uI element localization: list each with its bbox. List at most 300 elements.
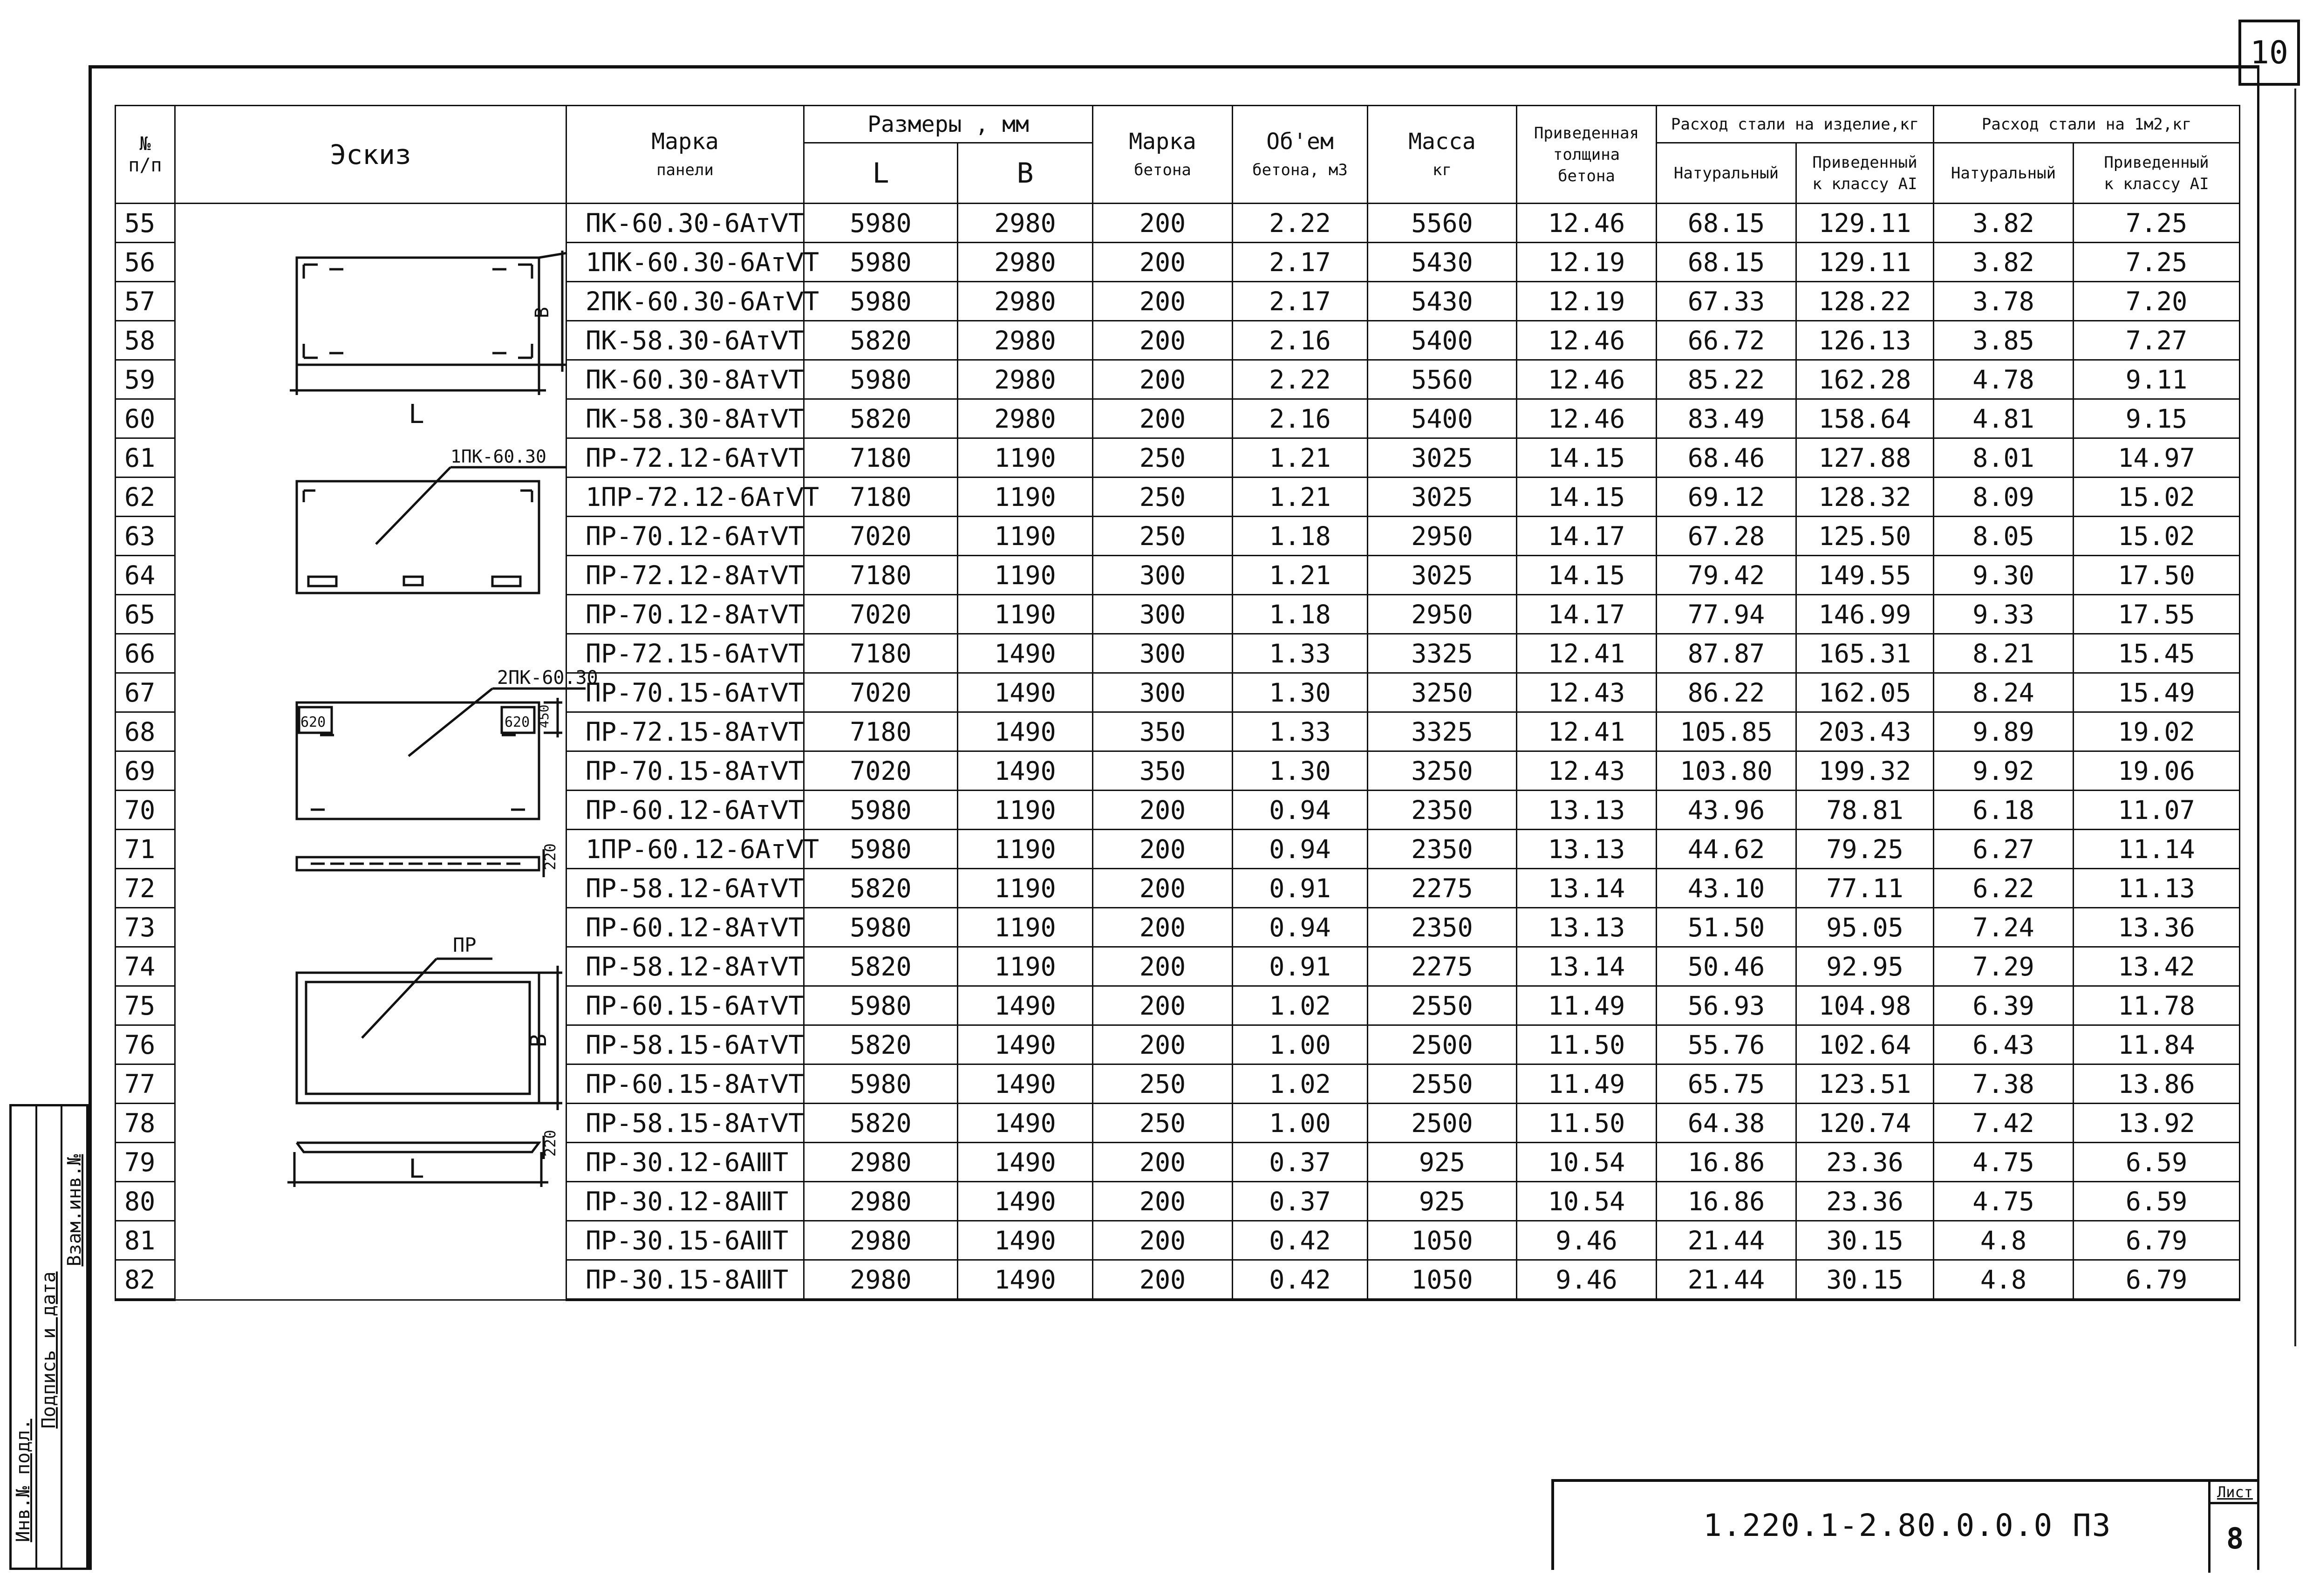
steel-reduced: 126.13 bbox=[1796, 321, 1934, 360]
sketch-dim-620a: 620 bbox=[300, 714, 326, 730]
row-number: 79 bbox=[116, 1143, 175, 1182]
reduced-thickness: 12.46 bbox=[1517, 360, 1657, 399]
width-B: 2980 bbox=[958, 321, 1093, 360]
sketch-label-b-top-right: B bbox=[532, 307, 553, 318]
width-B: 1190 bbox=[958, 791, 1093, 830]
concrete-volume: 1.33 bbox=[1233, 634, 1368, 673]
width-B: 1490 bbox=[958, 1260, 1093, 1300]
row-number: 58 bbox=[116, 321, 175, 360]
row-number: 66 bbox=[116, 634, 175, 673]
reduced-thickness: 12.41 bbox=[1517, 712, 1657, 751]
concrete-grade: 200 bbox=[1093, 791, 1233, 830]
mass: 925 bbox=[1368, 1143, 1517, 1182]
row-number: 82 bbox=[116, 1260, 175, 1300]
steel-natural-m2: 6.27 bbox=[1934, 830, 2074, 869]
length-L: 5820 bbox=[804, 1104, 958, 1143]
steel-reduced: 30.15 bbox=[1796, 1260, 1934, 1300]
steel-natural-m2: 3.82 bbox=[1934, 204, 2074, 243]
concrete-grade: 250 bbox=[1093, 1064, 1233, 1104]
steel-reduced-m2: 6.79 bbox=[2074, 1221, 2240, 1260]
mass: 5430 bbox=[1368, 243, 1517, 282]
concrete-volume: 1.30 bbox=[1233, 751, 1368, 791]
row-number: 65 bbox=[116, 595, 175, 634]
steel-natural: 86.22 bbox=[1657, 673, 1796, 712]
panel-mark: 2ПК-60.30-6АтⅤТ bbox=[566, 282, 804, 321]
width-B: 1490 bbox=[958, 634, 1093, 673]
width-B: 1190 bbox=[958, 517, 1093, 556]
steel-reduced: 30.15 bbox=[1796, 1221, 1934, 1260]
row-number: 81 bbox=[116, 1221, 175, 1260]
steel-reduced: 158.64 bbox=[1796, 399, 1934, 438]
steel-reduced: 79.25 bbox=[1796, 830, 1934, 869]
steel-natural: 68.15 bbox=[1657, 243, 1796, 282]
table-body bbox=[116, 204, 2240, 1300]
steel-natural: 65.75 bbox=[1657, 1064, 1796, 1104]
steel-reduced-m2: 11.78 bbox=[2074, 986, 2240, 1025]
steel-reduced: 92.95 bbox=[1796, 947, 1934, 986]
width-B: 1490 bbox=[958, 1025, 1093, 1064]
row-number: 77 bbox=[116, 1064, 175, 1104]
mass: 2500 bbox=[1368, 1025, 1517, 1064]
mass: 3025 bbox=[1368, 438, 1517, 477]
length-L: 7020 bbox=[804, 517, 958, 556]
title-block bbox=[1551, 1479, 2259, 1570]
steel-reduced: 23.36 bbox=[1796, 1182, 1934, 1221]
mass: 1050 bbox=[1368, 1260, 1517, 1300]
concrete-grade: 200 bbox=[1093, 204, 1233, 243]
row-number: 59 bbox=[116, 360, 175, 399]
reduced-thickness: 12.41 bbox=[1517, 634, 1657, 673]
width-B: 1190 bbox=[958, 438, 1093, 477]
reduced-thickness: 12.19 bbox=[1517, 243, 1657, 282]
concrete-volume: 0.42 bbox=[1233, 1221, 1368, 1260]
steel-natural-m2: 3.85 bbox=[1934, 321, 2074, 360]
concrete-volume: 1.30 bbox=[1233, 673, 1368, 712]
concrete-grade: 200 bbox=[1093, 321, 1233, 360]
concrete-grade: 250 bbox=[1093, 517, 1233, 556]
width-B: 2980 bbox=[958, 243, 1093, 282]
width-B: 1190 bbox=[958, 947, 1093, 986]
reduced-thickness: 9.46 bbox=[1517, 1221, 1657, 1260]
sketch-label-2pk: 2ПК-60.30 bbox=[497, 667, 598, 689]
row-number: 73 bbox=[116, 908, 175, 947]
concrete-grade: 250 bbox=[1093, 477, 1233, 517]
steel-reduced: 129.11 bbox=[1796, 204, 1934, 243]
row-number: 80 bbox=[116, 1182, 175, 1221]
length-L: 5820 bbox=[804, 321, 958, 360]
concrete-volume: 2.16 bbox=[1233, 321, 1368, 360]
steel-reduced: 128.32 bbox=[1796, 477, 1934, 517]
steel-reduced-m2: 9.11 bbox=[2074, 360, 2240, 399]
width-B: 2980 bbox=[958, 282, 1093, 321]
length-L: 7180 bbox=[804, 712, 958, 751]
concrete-volume: 0.37 bbox=[1233, 1143, 1368, 1182]
steel-reduced: 203.43 bbox=[1796, 712, 1934, 751]
steel-natural-m2: 6.22 bbox=[1934, 869, 2074, 908]
row-number: 60 bbox=[116, 399, 175, 438]
steel-reduced: 78.81 bbox=[1796, 791, 1934, 830]
row-number: 75 bbox=[116, 986, 175, 1025]
steel-reduced-m2: 11.84 bbox=[2074, 1025, 2240, 1064]
panel-mark: ПК-60.30-8АтⅤТ bbox=[566, 360, 804, 399]
header-mass: Масса кг bbox=[1368, 106, 1517, 204]
steel-reduced-m2: 6.79 bbox=[2074, 1260, 2240, 1300]
steel-reduced: 77.11 bbox=[1796, 869, 1934, 908]
panel-mark: ПР-70.12-8АтⅤТ bbox=[566, 595, 804, 634]
side-stamp-inventory: Инв.№ подл. bbox=[13, 1419, 34, 1542]
length-L: 5820 bbox=[804, 869, 958, 908]
concrete-volume: 1.21 bbox=[1233, 556, 1368, 595]
sketch-section-1 bbox=[297, 849, 544, 877]
width-B: 1190 bbox=[958, 595, 1093, 634]
row-number: 69 bbox=[116, 751, 175, 791]
length-L: 2980 bbox=[804, 1221, 958, 1260]
steel-natural-m2: 4.78 bbox=[1934, 360, 2074, 399]
width-B: 1490 bbox=[958, 751, 1093, 791]
steel-natural: 50.46 bbox=[1657, 947, 1796, 986]
panel-mark: ПР-72.12-6АтⅤТ bbox=[566, 438, 804, 477]
steel-reduced: 120.74 bbox=[1796, 1104, 1934, 1143]
row-number: 78 bbox=[116, 1104, 175, 1143]
steel-natural: 16.86 bbox=[1657, 1143, 1796, 1182]
panel-mark: ПР-60.15-8АтⅤТ bbox=[566, 1064, 804, 1104]
sketch-label-l-top: L bbox=[409, 399, 424, 430]
concrete-volume: 2.22 bbox=[1233, 204, 1368, 243]
length-L: 7020 bbox=[804, 673, 958, 712]
steel-natural: 21.44 bbox=[1657, 1221, 1796, 1260]
row-number: 61 bbox=[116, 438, 175, 477]
steel-reduced-m2: 19.02 bbox=[2074, 712, 2240, 751]
steel-reduced: 127.88 bbox=[1796, 438, 1934, 477]
row-number: 76 bbox=[116, 1025, 175, 1064]
sketch-dim-620b: 620 bbox=[505, 714, 530, 730]
length-L: 7180 bbox=[804, 438, 958, 477]
length-L: 7020 bbox=[804, 751, 958, 791]
sketch-label-l-bottom: L bbox=[409, 1154, 424, 1184]
sheet-number: 8 bbox=[2208, 1504, 2259, 1573]
steel-reduced-m2: 15.02 bbox=[2074, 477, 2240, 517]
steel-reduced: 146.99 bbox=[1796, 595, 1934, 634]
panel-mark: 1ПР-72.12-6АтⅤТ bbox=[566, 477, 804, 517]
reduced-thickness: 10.54 bbox=[1517, 1182, 1657, 1221]
steel-reduced-m2: 7.20 bbox=[2074, 282, 2240, 321]
panel-mark: ПР-70.15-6АтⅤТ bbox=[566, 673, 804, 712]
concrete-volume: 1.00 bbox=[1233, 1025, 1368, 1064]
width-B: 1490 bbox=[958, 673, 1093, 712]
panel-mark: ПР-30.15-6АⅢТ bbox=[566, 1221, 804, 1260]
length-L: 5980 bbox=[804, 282, 958, 321]
row-number: 63 bbox=[116, 517, 175, 556]
reduced-thickness: 11.50 bbox=[1517, 1025, 1657, 1064]
sketch-pk-plan bbox=[290, 251, 567, 395]
steel-natural: 77.94 bbox=[1657, 595, 1796, 634]
steel-reduced: 128.22 bbox=[1796, 282, 1934, 321]
steel-natural: 105.85 bbox=[1657, 712, 1796, 751]
concrete-volume: 2.17 bbox=[1233, 243, 1368, 282]
concrete-grade: 200 bbox=[1093, 869, 1233, 908]
steel-natural-m2: 7.38 bbox=[1934, 1064, 2074, 1104]
panel-mark: ПР-58.15-8АтⅤТ bbox=[566, 1104, 804, 1143]
reduced-thickness: 11.49 bbox=[1517, 986, 1657, 1025]
reduced-thickness: 13.14 bbox=[1517, 947, 1657, 986]
steel-reduced: 125.50 bbox=[1796, 517, 1934, 556]
width-B: 1490 bbox=[958, 1143, 1093, 1182]
steel-natural: 43.96 bbox=[1657, 791, 1796, 830]
mass: 5560 bbox=[1368, 360, 1517, 399]
steel-reduced: 102.64 bbox=[1796, 1025, 1934, 1064]
reduced-thickness: 12.46 bbox=[1517, 321, 1657, 360]
panel-mark: ПК-58.30-6АтⅤТ bbox=[566, 321, 804, 360]
sketch-dim-220a: 220 bbox=[541, 843, 559, 870]
steel-reduced-m2: 7.27 bbox=[2074, 321, 2240, 360]
steel-reduced-m2: 11.14 bbox=[2074, 830, 2240, 869]
header-sketch: Эскиз bbox=[175, 106, 566, 204]
steel-reduced-m2: 15.02 bbox=[2074, 517, 2240, 556]
reduced-thickness: 13.13 bbox=[1517, 830, 1657, 869]
concrete-grade: 200 bbox=[1093, 282, 1233, 321]
mass: 5560 bbox=[1368, 204, 1517, 243]
header-steel-m2: Расход стали на 1м2,кг bbox=[1934, 106, 2240, 143]
steel-reduced-m2: 9.15 bbox=[2074, 399, 2240, 438]
steel-natural: 69.12 bbox=[1657, 477, 1796, 517]
concrete-grade: 250 bbox=[1093, 438, 1233, 477]
length-L: 5820 bbox=[804, 1025, 958, 1064]
width-B: 1490 bbox=[958, 1182, 1093, 1221]
mass: 5400 bbox=[1368, 399, 1517, 438]
mass: 1050 bbox=[1368, 1221, 1517, 1260]
panel-mark: ПР-30.12-6АⅢТ bbox=[566, 1143, 804, 1182]
side-stamp-signature: Подпись и дата bbox=[38, 1271, 60, 1429]
side-stamp bbox=[9, 1104, 89, 1570]
steel-natural-m2: 6.18 bbox=[1934, 791, 2074, 830]
page-number: 10 bbox=[2250, 34, 2288, 71]
width-B: 1490 bbox=[958, 1221, 1093, 1260]
header-steel-item: Расход стали на изделие,кг bbox=[1657, 106, 1934, 143]
panel-mark: ПР-72.15-8АтⅤТ bbox=[566, 712, 804, 751]
header-num: № п/п bbox=[116, 106, 175, 204]
steel-natural: 56.93 bbox=[1657, 986, 1796, 1025]
sketch-label-1pk: 1ПК-60.30 bbox=[450, 446, 546, 467]
steel-reduced-m2: 11.07 bbox=[2074, 791, 2240, 830]
panel-mark: ПР-70.12-6АтⅤТ bbox=[566, 517, 804, 556]
steel-natural-m2: 4.8 bbox=[1934, 1221, 2074, 1260]
side-stamp-col-inventory bbox=[12, 1106, 37, 1568]
mass: 3250 bbox=[1368, 751, 1517, 791]
steel-reduced-m2: 13.92 bbox=[2074, 1104, 2240, 1143]
reduced-thickness: 13.13 bbox=[1517, 908, 1657, 947]
steel-natural-m2: 8.24 bbox=[1934, 673, 2074, 712]
row-number: 57 bbox=[116, 282, 175, 321]
header-reduced-item: Приведенный к классу AI bbox=[1796, 143, 1934, 204]
panel-mark: ПК-58.30-8АтⅤТ bbox=[566, 399, 804, 438]
sketch-dim-450: 450 bbox=[536, 704, 552, 728]
concrete-volume: 0.94 bbox=[1233, 908, 1368, 947]
header-natural-item: Натуральный bbox=[1657, 143, 1796, 204]
concrete-grade: 200 bbox=[1093, 1025, 1233, 1064]
steel-natural-m2: 4.75 bbox=[1934, 1182, 2074, 1221]
concrete-grade: 200 bbox=[1093, 399, 1233, 438]
steel-natural-m2: 4.8 bbox=[1934, 1260, 2074, 1300]
header-L: L bbox=[804, 143, 958, 204]
header-dims: Размеры , мм bbox=[804, 106, 1093, 143]
side-stamp-replacement: Взам.инв.№ bbox=[63, 1154, 85, 1267]
concrete-grade: 350 bbox=[1093, 751, 1233, 791]
concrete-volume: 2.16 bbox=[1233, 399, 1368, 438]
reduced-thickness: 14.17 bbox=[1517, 595, 1657, 634]
steel-natural: 66.72 bbox=[1657, 321, 1796, 360]
width-B: 1190 bbox=[958, 869, 1093, 908]
steel-natural: 43.10 bbox=[1657, 869, 1796, 908]
panel-mark: ПР-72.15-6АтⅤТ bbox=[566, 634, 804, 673]
steel-natural-m2: 3.78 bbox=[1934, 282, 2074, 321]
steel-natural-m2: 7.24 bbox=[1934, 908, 2074, 947]
concrete-grade: 300 bbox=[1093, 556, 1233, 595]
width-B: 1490 bbox=[958, 1104, 1093, 1143]
width-B: 1190 bbox=[958, 908, 1093, 947]
reduced-thickness: 13.13 bbox=[1517, 791, 1657, 830]
panel-mark: ПР-70.15-8АтⅤТ bbox=[566, 751, 804, 791]
width-B: 1490 bbox=[958, 1064, 1093, 1104]
concrete-volume: 1.21 bbox=[1233, 438, 1368, 477]
mass: 2350 bbox=[1368, 908, 1517, 947]
steel-reduced-m2: 19.06 bbox=[2074, 751, 2240, 791]
sheet-label: Лист bbox=[2208, 1482, 2259, 1504]
reduced-thickness: 12.19 bbox=[1517, 282, 1657, 321]
length-L: 5980 bbox=[804, 830, 958, 869]
steel-reduced: 199.32 bbox=[1796, 751, 1934, 791]
panel-mark: ПК-60.30-6АтⅤТ bbox=[566, 204, 804, 243]
sketch-pr-plan bbox=[297, 959, 562, 1110]
reduced-thickness: 11.50 bbox=[1517, 1104, 1657, 1143]
mass: 2350 bbox=[1368, 791, 1517, 830]
steel-natural-m2: 8.21 bbox=[1934, 634, 2074, 673]
mass: 925 bbox=[1368, 1182, 1517, 1221]
document-code: 1.220.1-2.80.0.0.0 ПЗ bbox=[1703, 1507, 2112, 1543]
steel-natural-m2: 6.39 bbox=[1934, 986, 2074, 1025]
length-L: 2980 bbox=[804, 1260, 958, 1300]
concrete-volume: 1.02 bbox=[1233, 1064, 1368, 1104]
reduced-thickness: 12.46 bbox=[1517, 204, 1657, 243]
steel-natural-m2: 8.09 bbox=[1934, 477, 2074, 517]
steel-natural-m2: 6.43 bbox=[1934, 1025, 2074, 1064]
steel-natural: 87.87 bbox=[1657, 634, 1796, 673]
steel-reduced-m2: 15.49 bbox=[2074, 673, 2240, 712]
header-volume: Об'ем бетона, м3 bbox=[1233, 106, 1368, 204]
mass: 2950 bbox=[1368, 595, 1517, 634]
steel-reduced-m2: 6.59 bbox=[2074, 1143, 2240, 1182]
length-L: 5980 bbox=[804, 204, 958, 243]
steel-natural-m2: 9.33 bbox=[1934, 595, 2074, 634]
concrete-grade: 200 bbox=[1093, 360, 1233, 399]
steel-natural-m2: 8.01 bbox=[1934, 438, 2074, 477]
sketch-dim-220b: 220 bbox=[541, 1130, 559, 1157]
steel-reduced-m2: 13.42 bbox=[2074, 947, 2240, 986]
panel-mark: ПР-58.12-8АтⅤТ bbox=[566, 947, 804, 986]
steel-reduced-m2: 6.59 bbox=[2074, 1182, 2240, 1221]
steel-natural: 44.62 bbox=[1657, 830, 1796, 869]
steel-reduced: 162.05 bbox=[1796, 673, 1934, 712]
reduced-thickness: 13.14 bbox=[1517, 869, 1657, 908]
panel-mark: ПР-58.12-6АтⅤТ bbox=[566, 869, 804, 908]
length-L: 7180 bbox=[804, 556, 958, 595]
concrete-volume: 0.94 bbox=[1233, 830, 1368, 869]
length-L: 7180 bbox=[804, 634, 958, 673]
concrete-volume: 1.33 bbox=[1233, 712, 1368, 751]
reduced-thickness: 12.43 bbox=[1517, 751, 1657, 791]
mass: 2550 bbox=[1368, 986, 1517, 1025]
mass: 3325 bbox=[1368, 712, 1517, 751]
row-number: 71 bbox=[116, 830, 175, 869]
steel-natural: 85.22 bbox=[1657, 360, 1796, 399]
steel-reduced-m2: 13.36 bbox=[2074, 908, 2240, 947]
reduced-thickness: 11.49 bbox=[1517, 1064, 1657, 1104]
steel-natural: 68.46 bbox=[1657, 438, 1796, 477]
steel-reduced-m2: 11.13 bbox=[2074, 869, 2240, 908]
row-number: 72 bbox=[116, 869, 175, 908]
row-number: 62 bbox=[116, 477, 175, 517]
concrete-grade: 200 bbox=[1093, 1182, 1233, 1221]
mass: 2500 bbox=[1368, 1104, 1517, 1143]
sketch-cell bbox=[175, 204, 598, 1300]
side-stamp-col-signature bbox=[37, 1106, 63, 1568]
concrete-volume: 1.00 bbox=[1233, 1104, 1368, 1143]
row-number: 68 bbox=[116, 712, 175, 751]
steel-natural: 64.38 bbox=[1657, 1104, 1796, 1143]
steel-natural: 103.80 bbox=[1657, 751, 1796, 791]
steel-natural: 51.50 bbox=[1657, 908, 1796, 947]
steel-natural-m2: 7.42 bbox=[1934, 1104, 2074, 1143]
panel-mark: ПР-72.12-8АтⅤТ bbox=[566, 556, 804, 595]
width-B: 2980 bbox=[958, 360, 1093, 399]
width-B: 1490 bbox=[958, 986, 1093, 1025]
concrete-volume: 2.17 bbox=[1233, 282, 1368, 321]
concrete-grade: 300 bbox=[1093, 634, 1233, 673]
row-number: 70 bbox=[116, 791, 175, 830]
length-L: 5980 bbox=[804, 360, 958, 399]
mass: 3325 bbox=[1368, 634, 1517, 673]
length-L: 5980 bbox=[804, 1064, 958, 1104]
mass: 5430 bbox=[1368, 282, 1517, 321]
panel-mark: ПР-60.15-6АтⅤТ bbox=[566, 986, 804, 1025]
sketch-1pk-plan bbox=[297, 467, 567, 593]
row-number: 67 bbox=[116, 673, 175, 712]
concrete-volume: 1.18 bbox=[1233, 517, 1368, 556]
reduced-thickness: 14.15 bbox=[1517, 438, 1657, 477]
steel-natural: 83.49 bbox=[1657, 399, 1796, 438]
concrete-volume: 0.91 bbox=[1233, 947, 1368, 986]
steel-natural-m2: 4.75 bbox=[1934, 1143, 2074, 1182]
panel-sketches bbox=[176, 204, 598, 1262]
length-L: 7020 bbox=[804, 595, 958, 634]
steel-reduced: 23.36 bbox=[1796, 1143, 1934, 1182]
concrete-volume: 0.94 bbox=[1233, 791, 1368, 830]
panel-mark: ПР-60.12-8АтⅤТ bbox=[566, 908, 804, 947]
steel-reduced-m2: 17.50 bbox=[2074, 556, 2240, 595]
table-row bbox=[116, 204, 2240, 243]
steel-reduced-m2: 7.25 bbox=[2074, 204, 2240, 243]
steel-natural: 16.86 bbox=[1657, 1182, 1796, 1221]
length-L: 5980 bbox=[804, 243, 958, 282]
steel-natural: 68.15 bbox=[1657, 204, 1796, 243]
header-natural-m2: Натуральный bbox=[1934, 143, 2074, 204]
concrete-grade: 200 bbox=[1093, 830, 1233, 869]
reduced-thickness: 14.15 bbox=[1517, 556, 1657, 595]
panel-mark: ПР-30.12-8АⅢТ bbox=[566, 1182, 804, 1221]
concrete-grade: 250 bbox=[1093, 1104, 1233, 1143]
mass: 2550 bbox=[1368, 1064, 1517, 1104]
concrete-volume: 1.02 bbox=[1233, 986, 1368, 1025]
concrete-volume: 2.22 bbox=[1233, 360, 1368, 399]
